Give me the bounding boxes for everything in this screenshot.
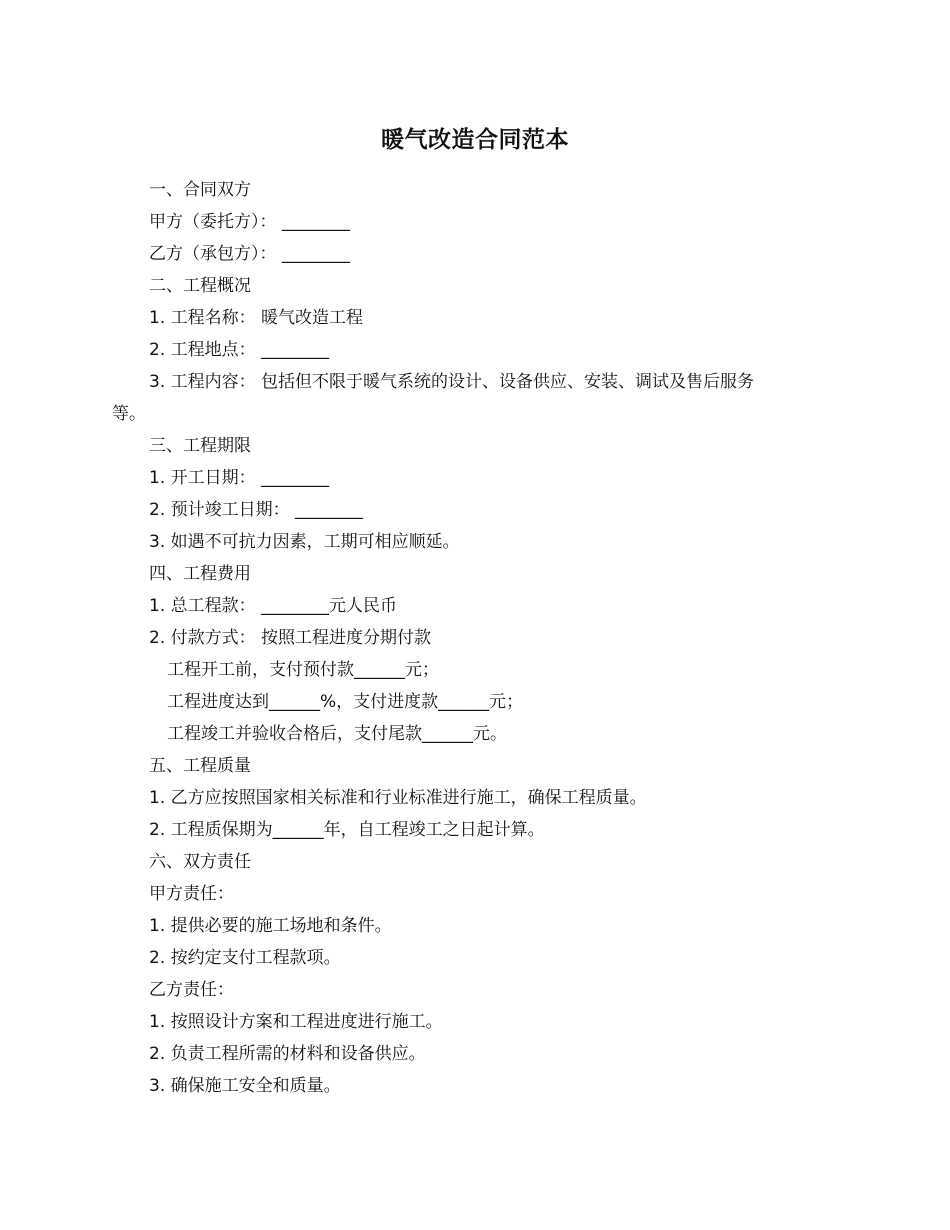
section-heading-duration: 三、工程期限 <box>149 436 251 456</box>
party-b-responsibility-heading: 乙方责任： <box>149 980 234 1000</box>
party-b-responsibility-1: 1. 按照设计方案和工程进度进行施工。 <box>149 1012 443 1032</box>
total-fee-line: 1. 总工程款： ________元人民币 <box>149 596 398 616</box>
party-b-line: 乙方（承包方）： ________ <box>149 244 350 264</box>
party-b-responsibility-2: 2. 负责工程所需的材料和设备供应。 <box>149 1044 426 1064</box>
quality-standard-line: 1. 乙方应按照国家相关标准和行业标准进行施工，确保工程质量。 <box>149 788 647 808</box>
document-title: 暖气改造合同范本 <box>381 127 569 153</box>
section-heading-parties: 一、合同双方 <box>149 180 251 200</box>
project-location-line: 2. 工程地点： ________ <box>149 340 330 360</box>
force-majeure-line: 3. 如遇不可抗力因素，工期可相应顺延。 <box>149 532 460 552</box>
section-heading-overview: 二、工程概况 <box>149 276 251 296</box>
payment-method-line: 2. 付款方式： 按照工程进度分期付款 <box>149 628 432 648</box>
project-name-line: 1. 工程名称： 暖气改造工程 <box>149 308 364 328</box>
start-date-line: 1. 开工日期： ________ <box>149 468 330 488</box>
party-a-responsibility-1: 1. 提供必要的施工场地和条件。 <box>149 916 392 936</box>
progress-payment-line: 工程进度达到______%，支付进度款______元； <box>167 692 524 712</box>
party-a-line: 甲方（委托方）： ________ <box>149 212 350 232</box>
completion-date-line: 2. 预计竣工日期： ________ <box>149 500 364 520</box>
prepayment-line: 工程开工前，支付预付款______元； <box>167 660 439 680</box>
section-heading-fees: 四、工程费用 <box>149 564 251 584</box>
party-b-responsibility-3: 3. 确保施工安全和质量。 <box>149 1076 341 1096</box>
section-heading-quality: 五、工程质量 <box>149 756 251 776</box>
project-content-continuation: 等。 <box>112 404 146 424</box>
party-a-responsibility-heading: 甲方责任： <box>149 884 234 904</box>
project-content-line: 3. 工程内容： 包括但不限于暖气系统的设计、设备供应、安装、调试及售后服务 <box>149 372 755 392</box>
warranty-period-line: 2. 工程质保期为______年，自工程竣工之日起计算。 <box>149 820 545 840</box>
document-body <box>112 174 832 1102</box>
party-a-responsibility-2: 2. 按约定支付工程款项。 <box>149 948 341 968</box>
section-heading-responsibilities: 六、双方责任 <box>149 852 251 872</box>
final-payment-line: 工程竣工并验收合格后，支付尾款______元。 <box>167 724 507 744</box>
